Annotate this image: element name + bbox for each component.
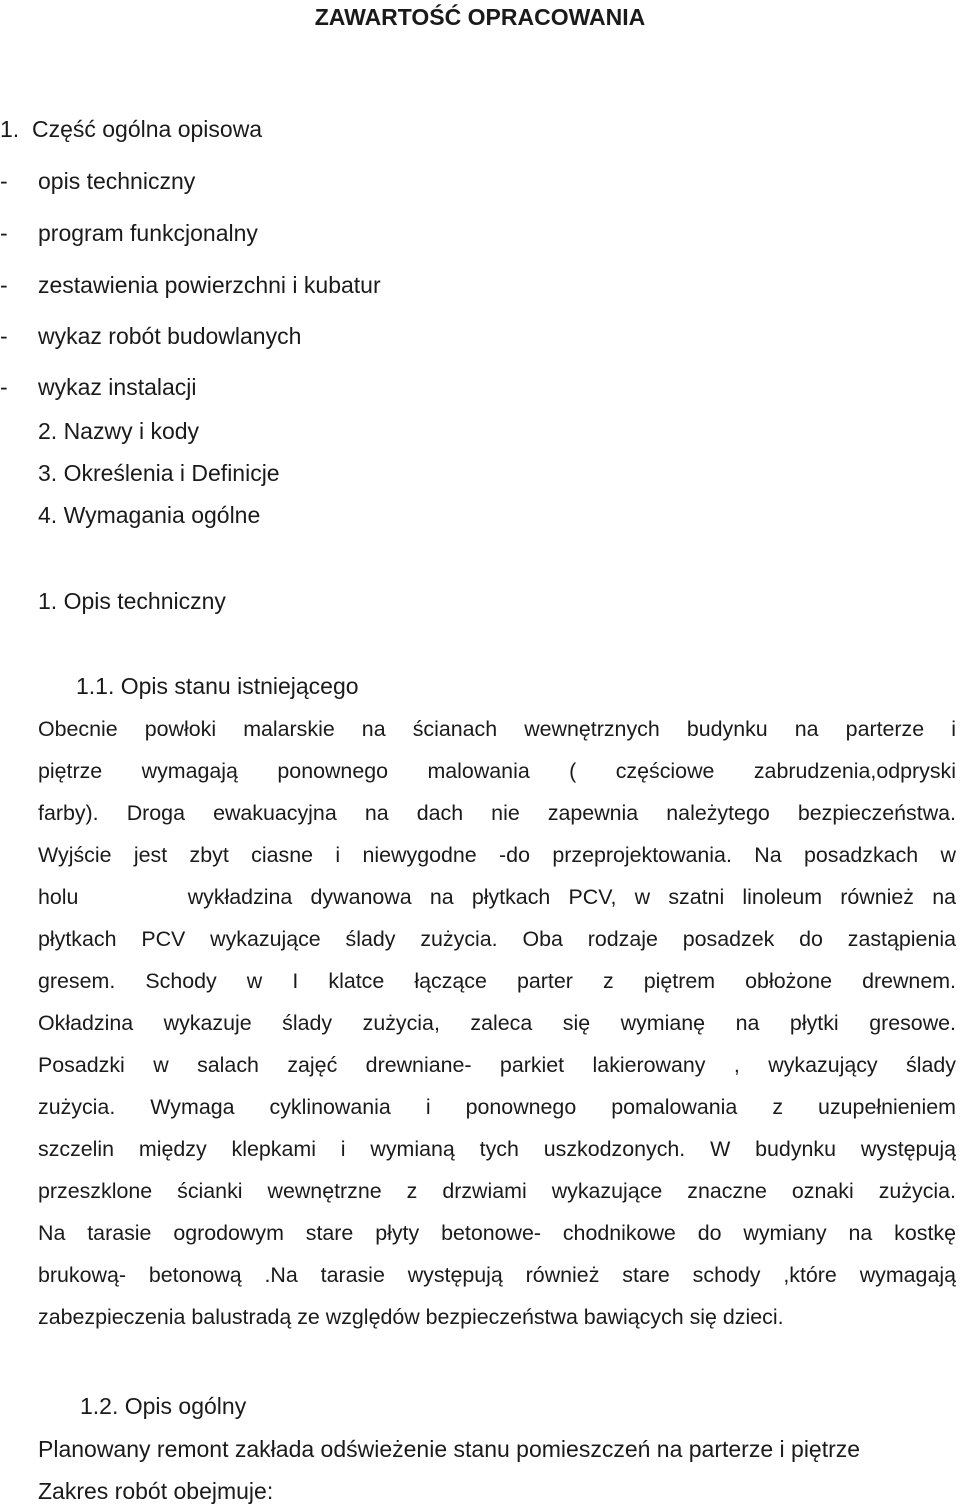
section-1-1-heading: 1.1. Opis stanu istniejącego	[76, 673, 359, 699]
body-line: zużycia. Wymaga cyklinowania i ponownego pomalowania z uzupełnieniem	[38, 1095, 956, 1119]
toc-subitem-text: program funkcjonalny	[38, 220, 258, 246]
body-line: Wyjście jest zbyt ciasne i niewygodne -do przeprojektowania. Na posadzkach w	[38, 843, 956, 867]
body-line: farby). Droga ewakuacyjna na dach nie zapewnia należytego bezpieczeństwa.	[38, 801, 956, 825]
toc-item-3: 3. Określenia i Definicje	[38, 460, 280, 486]
toc-subitem	[0, 166, 195, 196]
toc-dash: -	[0, 374, 8, 400]
toc-item-1	[0, 114, 262, 144]
toc-subitem	[0, 218, 258, 248]
body-line: przeszklone ścianki wewnętrzne z drzwiami wykazujące znaczne oznaki zużycia.	[38, 1179, 956, 1203]
toc-subitem	[0, 321, 301, 351]
toc-subitem-text: wykaz robót budowlanych	[38, 323, 302, 349]
toc-dash: -	[0, 168, 8, 194]
toc-subitem	[0, 372, 197, 402]
toc-subitem-text: zestawienia powierzchni i kubatur	[38, 272, 381, 298]
body-line: brukową- betonową .Na tarasie występują również stare schody ,które wymagają	[38, 1263, 956, 1287]
toc-item-4: 4. Wymagania ogólne	[38, 502, 261, 528]
body-line: płytkach PCV wykazujące ślady zużycia. Oba rodzaje posadzek do zastąpienia	[38, 927, 956, 951]
toc-dash: -	[0, 323, 8, 349]
toc-subitem	[0, 270, 381, 300]
body-line: szczelin między klepkami i wymianą tych uszkodzonych. W budynku występują	[38, 1137, 956, 1161]
body-line: Posadzki w salach zajęć drewniane- parkiet lakierowany , wykazujący ślady	[38, 1053, 956, 1077]
body-line: piętrze wymagają ponownego malowania ( częściowe zabrudzenia,odpryski	[38, 759, 956, 783]
section-1-heading: 1. Opis techniczny	[38, 588, 226, 614]
section-1-1-body	[38, 708, 956, 1338]
body-line: Planowany remont zakłada odświeżenie stanu pomieszczeń na parterze i piętrze	[38, 1436, 861, 1462]
toc-subitem-text: wykaz instalacji	[38, 374, 197, 400]
body-line: Na tarasie ogrodowym stare płyty betonowe- chodnikowe do wymiany na kostkę	[38, 1221, 956, 1245]
toc-dash: -	[0, 272, 8, 298]
toc-dash: -	[0, 220, 8, 246]
body-line: gresem. Schody w I klatce łączące parter z piętrem obłożone drewnem.	[38, 969, 956, 993]
document-title: ZAWARTOŚĆ OPRACOWANIA	[314, 4, 646, 30]
section-1-2-heading: 1.2. Opis ogólny	[80, 1393, 247, 1419]
body-line: Zakres robót obejmuje:	[38, 1478, 274, 1504]
body-line: zabezpieczenia balustradą ze względów bezpieczeństwa bawiących się dzieci.	[38, 1305, 784, 1329]
toc-item-1-text: 1. Część ogólna opisowa	[0, 116, 263, 142]
body-line: holu wykładzina dywanowa na płytkach PCV, w szatni linoleum również na	[38, 885, 956, 909]
toc-subitem-text: opis techniczny	[38, 168, 196, 194]
body-line: Obecnie powłoki malarskie na ścianach wewnętrznych budynku na parterze i	[38, 717, 956, 741]
toc-item-2: 2. Nazwy i kody	[38, 418, 200, 444]
body-line: Okładzina wykazuje ślady zużycia, zaleca się wymianę na płytki gresowe.	[38, 1011, 956, 1035]
